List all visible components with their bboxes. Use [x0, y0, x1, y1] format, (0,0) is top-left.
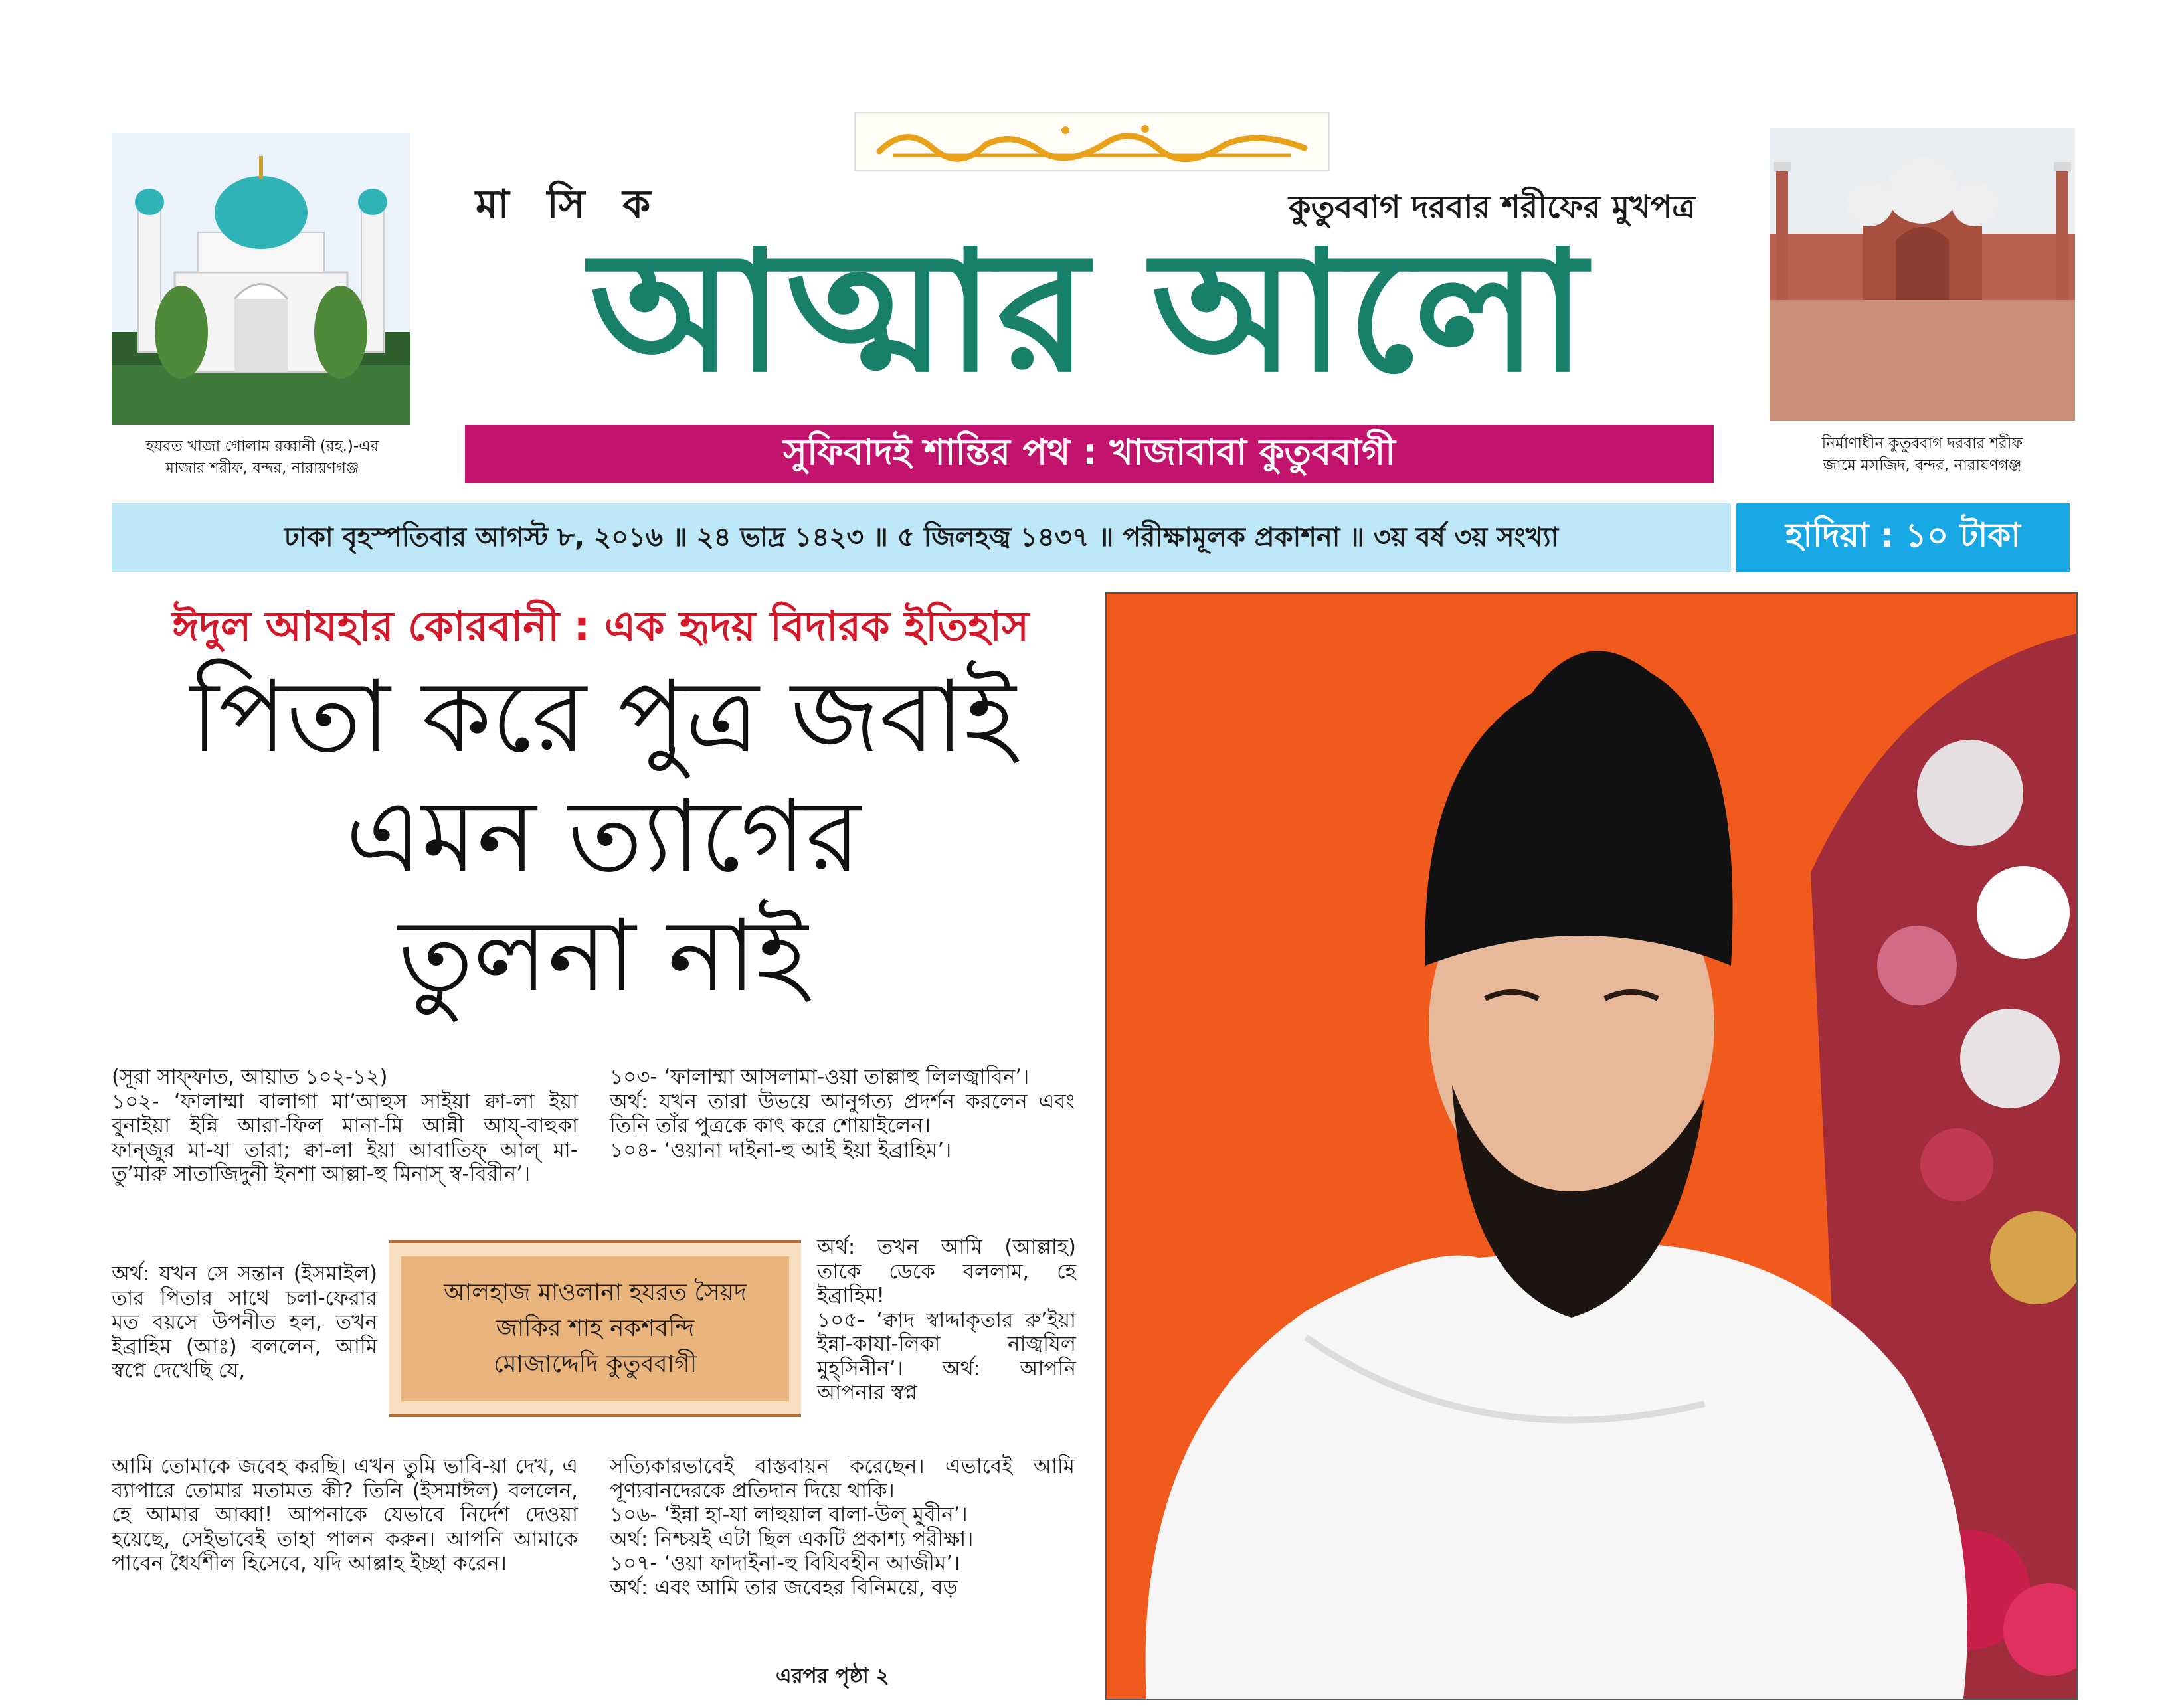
- paragraph: ১০৪- ‘ওয়ানা দাইনা-হু আই ইয়া ইব্রাহিম’।: [610, 1138, 952, 1162]
- paragraph: অর্থ: যখন তারা উভয়ে আনুগত্য প্রদর্শন করলেন এবং তিনি তাঁর পুত্রকে কাৎ করে শোয়াইলেন।: [610, 1089, 1075, 1138]
- paragraph: ১০২- ‘ফালাম্মা বালাগা মা’আহুস সাইয়া ক্বা-লা ইয়া বুনাইয়া ইন্নি আরা-ফিল মানা-মি আন্নী আয্-বাহুকা ফান্‌জুর মা-যা তারা; ক্বা-লা ইয়া আবাতিফ্ আল্ মা-তু’মারু সাতাজিদুনী ইনশা আল্লা-হু মিনাস্ স্ব-বিরীন’।: [112, 1089, 578, 1186]
- callout-line: আলহাজ মাওলানা হযরত সৈয়দ: [444, 1279, 747, 1306]
- tagline: কুতুববাগ দরবার শরীফের মুখপত্র: [1289, 189, 1696, 226]
- callout-line: জাকির শাহ নকশবন্দি: [496, 1315, 695, 1342]
- paragraph: অর্থ: যখন সে সন্তান (ইসমাইল) তার পিতার সাথে চলা-ফেরার মত বয়সে উপনীত হল, তখন ইব্রাহিম (আঃ) বললেন, আমি স্বপ্নে দেখেছি যে,: [112, 1262, 377, 1383]
- paragraph: অর্থ: তখন আমি (আল্লাহ) তাকে ডেকে বললাম, হে ইব্রাহিম!: [817, 1235, 1076, 1308]
- price-badge: হাদিয়া : ১০ টাকা: [1736, 503, 2070, 572]
- mosque-photo: [1770, 128, 2075, 421]
- monthly-label: মা সি ক: [476, 181, 663, 228]
- right-photo-caption: [1750, 433, 2095, 477]
- article-column-left-bottom: [112, 1454, 578, 1576]
- article-column-right-mid: [817, 1235, 1076, 1405]
- paragraph: ১০৫- ‘ক্বাদ স্বাদ্দাকৃতার রু’ইয়া ইন্না-কাযা-লিকা নাজ্বযিল মুহ্‌সিনীন’। অর্থ: আপনি আপনার স্বপ্ন: [817, 1308, 1076, 1405]
- caption-line: হযরত খাজা গোলাম রব্বানী (রহ.)-এর: [145, 438, 379, 455]
- paragraph: আমি তোমাকে জবেহ করছি। এখন তুমি ভাবি-য়া দেখ, এ ব্যাপারে তোমার মতামত কী? তিনি (ইসমাঈল) বললেন, হে আমার আব্বা! আপনাকে যেভাবে নির্দেশ দেওয়া হয়েছে, সেইভাবেই তাহা পালন করুন। আপনি আমাকে পাবেন ধৈর্যশীল হিসেবে, যদি আল্লাহ ইচ্ছা করেন।: [112, 1454, 578, 1575]
- article-column-right-top: [610, 1065, 1075, 1162]
- article-column-right-bottom: [610, 1454, 1075, 1600]
- portrait-photo: [1105, 592, 2078, 1700]
- article-column-left-top: [112, 1065, 578, 1187]
- kicker-headline: ঈদুল আযহার কোরবানী : এক হৃদয় বিদারক ইতিহাস: [172, 602, 1029, 650]
- paragraph: ১০৩- ‘ফালাম্মা আসলামা-ওয়া তাল্লাহু লিলজ্বাবিন’।: [610, 1065, 1030, 1089]
- callout-line: মোজাদ্দেদি কুতুববাগী: [493, 1351, 697, 1378]
- paragraph: ১০৬- ‘ইন্না হা-যা লাহুয়াল বালা-উল্ মুবীন’।: [610, 1503, 968, 1527]
- newspaper-name: আত্মার আলো: [589, 215, 1590, 408]
- headline-line: পিতা করে পুত্র জবাই: [190, 659, 1016, 775]
- left-photo-caption: [100, 436, 425, 480]
- main-headline: [112, 657, 1095, 1016]
- caption-line: মাজার শরীফ, বন্দর, নারায়ণগঞ্জ: [165, 460, 359, 477]
- paragraph: সত্যিকারভাবেই বাস্তবায়ন করেছেন। এভাবেই আমি পূণ্যবানদেরকে প্রতিদান দিয়ে থাকি।: [610, 1454, 1075, 1503]
- paragraph: (সূরা সাফ্ফাত, আয়াত ১০২-১২): [112, 1065, 388, 1089]
- dateline-bar: ঢাকা বৃহস্পতিবার আগস্ট ৮, ২০১৬ ॥ ২৪ ভাদ্র ১৪২৩ ॥ ৫ জিলহজ্ব ১৪৩৭ ॥ পরীক্ষামূলক প্রকাশনা ॥ ৩য় বর্ষ ৩য় সংখ্যা: [112, 503, 1731, 572]
- author-callout-text: [401, 1256, 789, 1401]
- paragraph: অর্থ: নিশ্চয়ই এটা ছিল একটি প্রকাশ্য পরীক্ষা।: [610, 1527, 974, 1551]
- article-column-left-mid: [112, 1262, 377, 1383]
- paragraph: অর্থ: এবং আমি তার জবেহর বিনিময়ে, বড়: [610, 1575, 958, 1600]
- continued-note: এরপর পৃষ্ঠা ২: [776, 1664, 889, 1688]
- mausoleum-photo: [112, 133, 410, 425]
- caption-line: জামে মসজিদ, বন্দর, নারায়ণগঞ্জ: [1823, 457, 2022, 475]
- author-callout-box: [389, 1240, 801, 1417]
- bismillah-calligraphy: [854, 112, 1330, 171]
- slogan-banner: সুফিবাদই শান্তির পথ : খাজাবাবা কুতুববাগী: [465, 425, 1714, 483]
- calligraphy-graphic: [866, 118, 1318, 165]
- headline-line: এমন ত্যাগের: [345, 779, 861, 895]
- caption-line: নির্মাণাধীন কুতুববাগ দরবার শরীফ: [1821, 435, 2023, 452]
- headline-line: তুলনা নাই: [398, 898, 808, 1014]
- paragraph: ১০৭- ‘ওয়া ফাদাইনা-হু বিযিবহীন আজীম’।: [610, 1551, 960, 1575]
